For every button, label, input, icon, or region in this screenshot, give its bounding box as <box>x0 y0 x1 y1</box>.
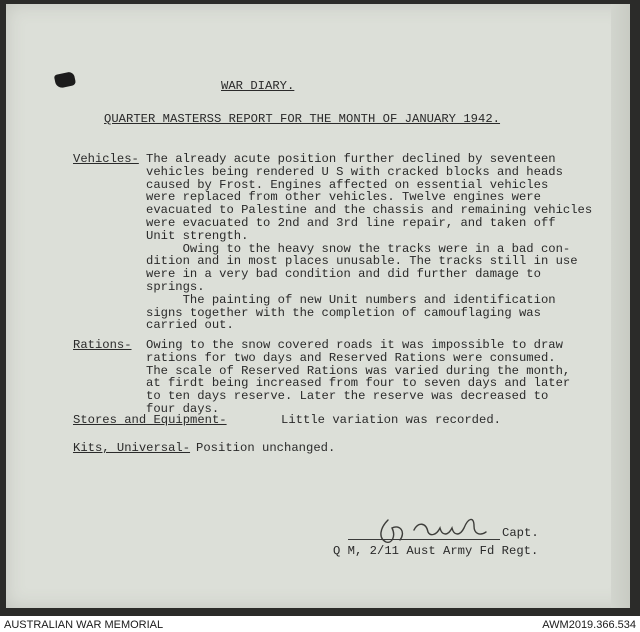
text-line: springs. <box>146 279 205 294</box>
stores-text: Little variation was recorded. <box>281 413 502 427</box>
stores-label: Stores and Equipment- <box>73 413 227 427</box>
text-line: were evacuated to 2nd and 3rd line repair, and taken off <box>146 215 556 230</box>
text-line: evacuated to Palestine and the chassis and remaining vehicles <box>146 203 593 218</box>
footer-accession-number: AWM2019.366.534 <box>542 619 636 631</box>
text-line: vehicles being rendered U S with cracked blocks and heads <box>146 164 563 179</box>
text-line: Owing to the snow covered roads it was impossible to draw <box>146 338 563 352</box>
signature-line <box>348 539 500 540</box>
kits-label: Kits, Universal- <box>73 441 191 455</box>
document-title: WAR DIARY. <box>221 79 295 93</box>
text-line: The painting of new Unit numbers and identification <box>146 292 556 307</box>
vehicles-paragraph <box>146 153 592 332</box>
text-line: were replaced from other vehicles. Twelve engines were <box>146 190 541 205</box>
text-line: four days. <box>146 401 220 416</box>
text-line: carried out. <box>146 318 234 333</box>
vehicles-label: Vehicles- <box>73 152 139 166</box>
rations-label: Rations- <box>73 338 132 352</box>
text-line: Unit strength. <box>146 228 249 243</box>
rations-paragraph <box>146 339 570 416</box>
text-line: rations for two days and Reserved Rations were consumed. <box>146 350 556 365</box>
text-line: The already acute position further declined by seventeen <box>146 152 556 166</box>
footer-institution: AUSTRALIAN WAR MEMORIAL <box>4 619 164 631</box>
text-line: Owing to the heavy snow the tracks were in a bad con- <box>146 241 571 256</box>
text-line: caused by Frost. Engines affected on essential vehicles <box>146 177 549 192</box>
text-line: were in a very bad condition and did further damage to <box>146 267 541 282</box>
text-line: at firdt being increased from four to seven days and later <box>146 376 571 391</box>
document-subtitle: QUARTER MASTERSS REPORT FOR THE MONTH OF JANUARY 1942. <box>104 112 501 126</box>
text-line: to ten days reserve. Later the reserve was decreased to <box>146 389 549 404</box>
signature-rank: Capt. <box>502 526 539 540</box>
text-line: signs together with the completion of camouflaging was <box>146 305 541 320</box>
page-edge <box>611 4 630 608</box>
text-line: dition and in most places unusable. The tracks still in use <box>146 254 578 269</box>
text-line: The scale of Reserved Rations was varied during the month, <box>146 363 571 378</box>
kits-text: Position unchanged. <box>196 441 336 455</box>
signature-unit: Q M, 2/11 Aust Army Fd Regt. <box>333 544 539 558</box>
